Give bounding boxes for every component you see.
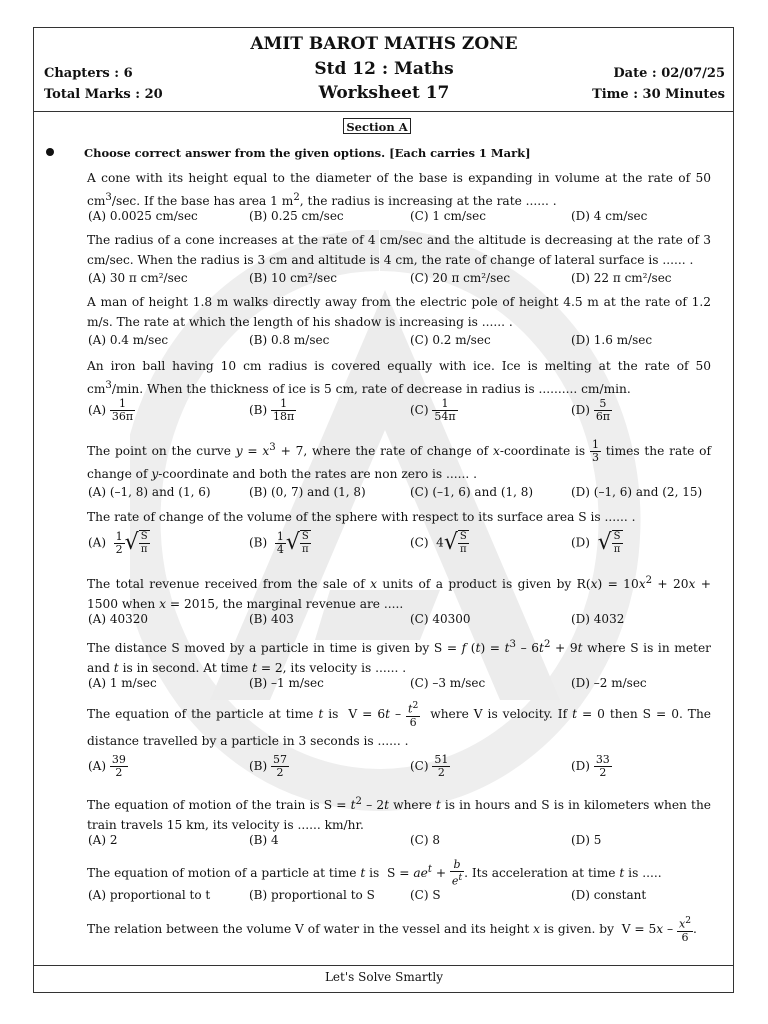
question-9: The equation of the particle at time t is V = 6t – $\frac{t^2}{6}$ where V is velocity. If t = 0 then S = 0. The distance travelled by a particle in 3 seconds is ...... . [87,700,712,748]
question-1: A cone with its height equal to the diameter of the base is expanding in volume at the rate of 50 $cm^3/\sec$. If the base has area 1 $m^2$, the radius is increasing at the rate ...... . [87,171,711,209]
q9-option-a: (A) $\frac{39}{2}$ [88,753,126,779]
q10-option-d: (D) 5 [571,833,602,847]
q1-option-d: (D) 4 cm/sec [571,209,648,223]
question-10: The equation of motion of the train is $S = t^2 - 2t$ where t is in hours and S is in kilometers when the train travels 15 km, its velocity is ...... km/hr. [87,796,711,833]
q6-option-d: (D) √ $\frac{S}{\pi}$ [571,530,621,555]
q6-option-c: (C) 4√ $\frac{S}{\pi}$ [410,530,467,555]
q3-option-d: (D) 1.6 m/sec [571,333,653,347]
q3-option-c: (C) 0.2 m/sec [410,333,491,347]
footer-text: Let's Solve Smartly [324,970,444,984]
worksheet-title: Worksheet 17 [318,83,450,103]
q11-option-c: (C) S [410,888,441,902]
question-11: The equation of motion of a particle at time t is $S = ae^t$ + $\frac{b}{e^t}$ . Its acceleration at time t is ..... [87,858,662,888]
q2-option-a: (A) 30 π cm²/sec [88,271,188,285]
q5-option-b: (B) (0, 7) and (1, 8) [249,485,366,499]
subject-title: Std 12 : Maths [314,59,454,79]
page-title: AMIT BAROT MATHS ZONE [250,34,518,54]
q7-option-c: (C) 40300 [410,612,471,626]
q4-option-d: (D) $\frac{5}{6\pi}$ [571,397,611,423]
q8-option-a: (A) 1 m/sec [88,676,157,690]
q2-option-b: (B) 10 cm²/sec [249,271,338,285]
question-2: The radius of a cone increases at the rate of 4 cm/sec and the altitude is decreasing at the rate of 3 cm/sec. When the radius is 3 cm and altitude is 4 cm, the rate of change of lateral surface is ...... . [87,233,711,267]
q6-option-b: (B) $\frac{1}{4}$ √ $\frac{S}{\pi}$ [249,529,309,556]
q8-option-b: (B) –1 m/sec [249,676,324,690]
question-4: An iron ball having 10 cm radius is covered equally with ice. Ice is melting at the rate of 50 $cm^3/\min$. When the thickness of ice is 5 cm, rate of decrease in radius is .......... cm/min. [87,359,711,397]
q2-option-c: (C) 20 π cm²/sec [410,271,511,285]
q3-option-a: (A) 0.4 m/sec [88,333,169,347]
total-marks-label: Total Marks : 20 [44,87,163,102]
q7-option-b: (B) 403 [249,612,294,626]
q5-option-a: (A) (–1, 8) and (1, 6) [88,485,211,499]
q10-option-a: (A) 2 [88,833,118,847]
header-divider [33,111,734,112]
question-3: A man of height 1.8 m walks directly away from the electric pole of height 4.5 m at the rate of 1.2 m/s. The rate at which the length of his shadow is increasing is ...... . [87,295,711,329]
q1-option-a: (A) 0.0025 cm/sec [88,209,198,223]
q11-option-b: (B) proportional to S [249,888,375,902]
question-12: The relation between the volume V of water in the vessel and its height x is given. by V = 5x – $\frac{x^2}{6}$ . [87,915,697,944]
chapters-label: Chapters : 6 [44,66,133,81]
time-label: Time : 30 Minutes [592,87,725,102]
q5-option-d: (D) (–1, 6) and (2, 15) [571,485,703,499]
q4-option-b: (B) $\frac{1}{18\pi}$ [249,397,295,423]
question-5: The point on the curve $y = x^3 + 7$, where the rate of change of x-coordinate is $\frac{1}{3}$ times the rate of change of y-coordinate and both the rates are non zero is ...... . [87,438,712,482]
q8-option-d: (D) –2 m/sec [571,676,647,690]
q5-option-c: (C) (–1, 6) and (1, 8) [410,485,534,499]
q1-option-c: (C) 1 cm/sec [410,209,486,223]
q6-option-a: (A) $\frac{1}{2}$ √ $\frac{S}{\pi}$ [88,529,148,556]
q3-option-b: (B) 0.8 m/sec [249,333,330,347]
q7-option-a: (A) 40320 [88,612,149,626]
q11-option-d: (D) constant [571,888,647,902]
question-8: The distance S moved by a particle in time is given by S = f $(t) = t^3 - 6t^2 + 9t$ where S is in meter and t is in second. At time t = 2, its velocity is ...... . [87,639,711,676]
date-label: Date : 02/07/25 [613,66,725,81]
q1-option-b: (B) 0.25 cm/sec [249,209,344,223]
q11-option-a: (A) proportional to t [88,888,211,902]
q10-option-b: (B) 4 [249,833,279,847]
question-7: The total revenue received from the sale of x units of a product is given by $R(x) = 10x^2 + 20x + 1500$ when x = 2015, the marginal revenue are ..... [87,575,711,612]
q9-option-d: (D) $\frac{33}{2}$ [571,753,610,779]
q9-option-c: (C) $\frac{51}{2}$ [410,753,449,779]
q10-option-c: (C) 8 [410,833,440,847]
q9-option-b: (B) $\frac{57}{2}$ [249,753,287,779]
q8-option-c: (C) –3 m/sec [410,676,486,690]
question-6: The rate of change of the volume of the sphere with respect to its surface area S is ...... . [87,510,636,524]
bullet-icon [46,148,54,156]
footer-divider [33,965,734,966]
q4-option-a: (A) $\frac{1}{36\pi}$ [88,397,134,423]
q4-option-c: (C) $\frac{1}{54\pi}$ [410,397,456,423]
instruction: Choose correct answer from the given options. [Each carries 1 Mark] [84,146,531,160]
q2-option-d: (D) 22 π cm²/sec [571,271,672,285]
q7-option-d: (D) 4032 [571,612,625,626]
section-heading: Section A [343,118,411,134]
